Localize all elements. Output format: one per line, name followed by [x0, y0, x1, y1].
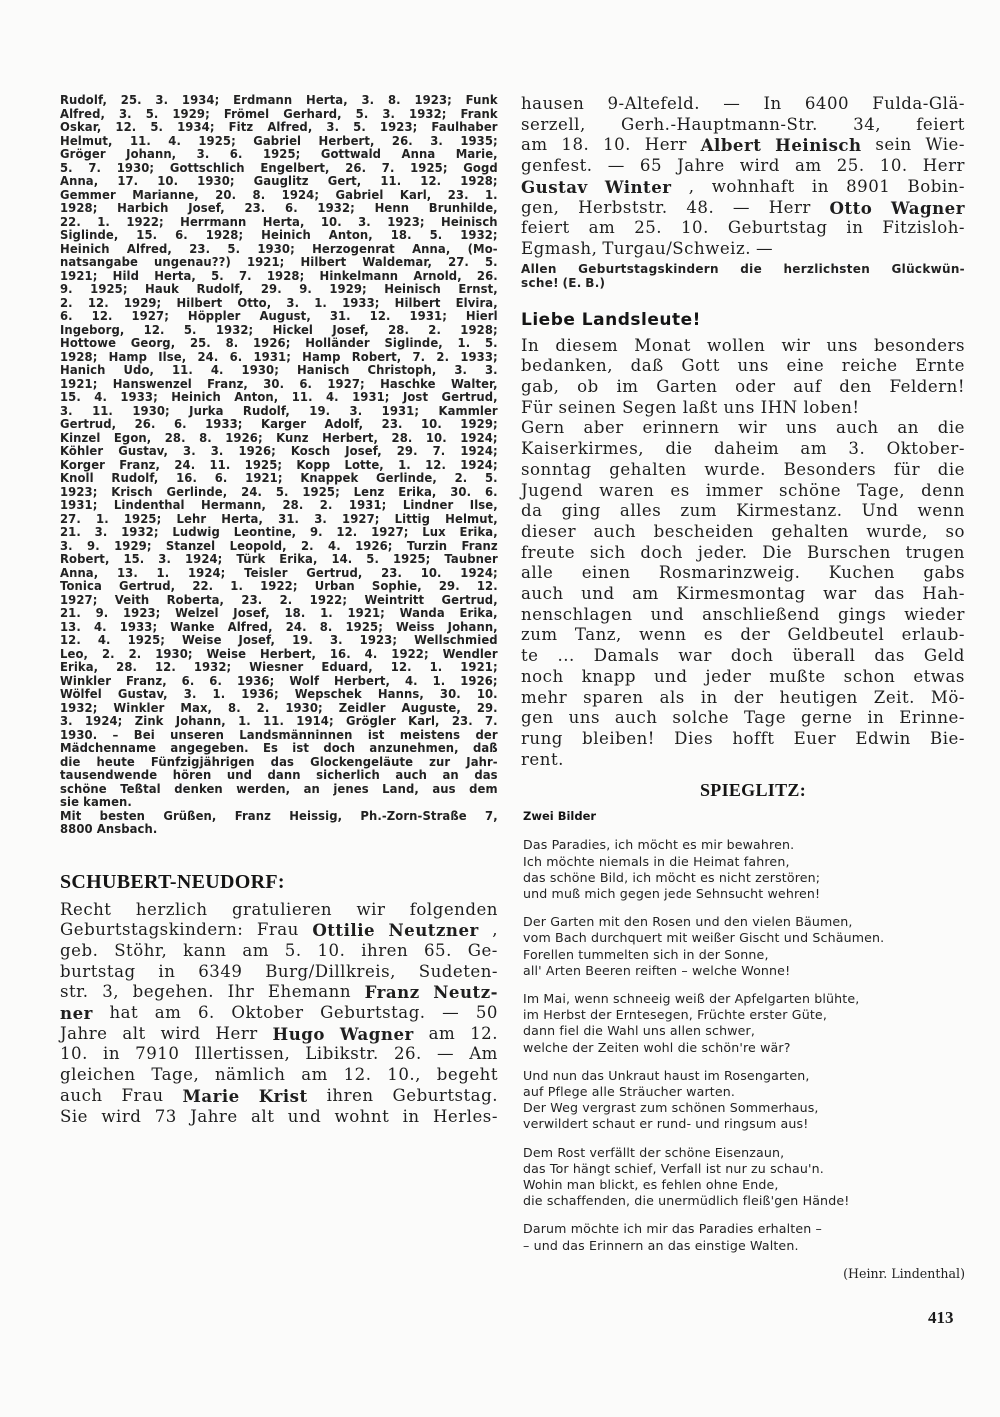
- schubert-body-line: Recht herzlich gratulieren wir folgenden: [60, 899, 498, 919]
- birthday-list-line: die heute Fünfzigjährigen das Glockengeläute zur Jahr-: [60, 754, 498, 769]
- birthday-continuation-line: Gustav Winter , wohnhaft in 8901 Bobin-: [521, 176, 965, 197]
- landsleute-body-line: nenschlagen und anschließend gings wieder: [521, 604, 965, 624]
- landsleute-body-line: freute sich doch jeder. Die Burschen trugen: [521, 542, 965, 562]
- birthday-list-line: 1927; Veith Roberta, 23. 2. 1922; Weintritt Gertrud,: [60, 592, 498, 607]
- birthday-list-line: Tonica Gertrud, 22. 1. 1922; Urban Sophie, 29. 12.: [60, 579, 498, 593]
- birthday-list-line: Anna, 17. 10. 1930; Gauglitz Gert, 11. 12. 1928;: [60, 174, 498, 188]
- poem-line: Dem Rost verfällt der schöne Eisenzaun,: [523, 1144, 785, 1160]
- birthday-list-line: 1923; Krisch Gerlinde, 24. 5. 1925; Lenz Erika, 30. 6.: [60, 484, 498, 499]
- poem-stanza: [523, 914, 965, 979]
- birthday-list-line: Gemmer Marianne, 20. 8. 1924; Gabriel Karl, 23. 1.: [60, 187, 498, 202]
- landsleute-body-line: mehr sparen als in der heutigen Zeit. Mö-: [521, 687, 965, 707]
- landsleute-body-line: bedanken, daß Gott uns eine reiche Ernte: [521, 356, 965, 376]
- closing-line: Allen Geburtstagskindern die herzlichsten Glückwün-: [521, 261, 965, 276]
- birthday-list-line: Helmut, 11. 4. 1925; Gabriel Herbert, 26. 3. 1935;: [60, 133, 498, 148]
- birthday-list-line: Hanich Udo, 11. 4. 1930; Hanisch Christoph, 3. 3.: [60, 363, 498, 377]
- section-heading-schubert-neudorf: SCHUBERT-NEUDORF:: [60, 870, 285, 893]
- landsleute-body-line: In diesem Monat wollen wir uns besonders: [521, 335, 965, 355]
- poem-title: Zwei Bilder: [523, 809, 597, 824]
- birthday-list-line: 6. 12. 1927; Höppler August, 31. 12. 1931; Hierl: [60, 309, 498, 323]
- birthday-list-line: 12. 4. 1925; Weise Josef, 19. 3. 1923; Wellschmied: [60, 633, 498, 647]
- birthday-list-line: 1932; Winkler Max, 8. 2. 1930; Zeidler Auguste, 29.: [60, 700, 498, 715]
- birthday-list-line: 3. 9. 1929; Stanzel Leopold, 2. 4. 1926; Turzin Franz: [60, 538, 498, 553]
- landsleute-body-line: gen uns auch solche Tage gerne in Erinne-: [521, 708, 965, 728]
- poem-line: im Herbst der Erntesegen, Früchte erster Güte,: [523, 1007, 827, 1023]
- birthday-list-line: 15. 4. 1933; Heinich Anton, 11. 4. 1931; Jost Gertrud,: [60, 390, 498, 404]
- poem-zwei-bilder: [523, 837, 965, 1253]
- poem-line: die schaffenden, die unermüdlich fleiß'gen Hände!: [523, 1193, 850, 1209]
- poem-line: Wohin man blickt, es fehlen ohne Ende,: [523, 1177, 779, 1193]
- landsleute-body-line: te ... Damals war doch überall das Geld: [521, 646, 965, 666]
- poem-line: vom Bach durchquert mit weißer Gischt und Schäumen.: [523, 930, 885, 946]
- birthday-list-line: Anna, 13. 1. 1924; Teisler Gertrud, 23. 10. 1924;: [60, 565, 498, 580]
- schubert-body-line: 10. in 7910 Illertissen, Libikstr. 26. — Am: [60, 1044, 498, 1064]
- birthday-continuation-line: serzell, Gerh.-Hauptmann-Str. 34, feiert: [521, 114, 965, 134]
- landsleute-body-line: dieser auch bescheiden gehalten wurde, so: [521, 521, 965, 541]
- poem-line: und muß mich gegen jede Sehnsucht wehren!: [523, 886, 821, 901]
- schubert-body-line: Geburtstagskindern: Frau Ottilie Neutzner ,: [60, 920, 498, 941]
- poem-stanza: [523, 837, 965, 902]
- poem-line: das Tor hängt schief, Verfall ist nur zu schau'n.: [523, 1160, 824, 1176]
- poem-line: – und das Erinnern an das einstige Walten.: [523, 1237, 799, 1253]
- birthday-list-line: 21. 9. 1923; Welzel Josef, 18. 1. 1921; Wanda Erika,: [60, 606, 498, 620]
- birthday-list-line: Rudolf, 25. 3. 1934; Erdmann Herta, 3. 8. 1923; Funk: [60, 93, 498, 107]
- section-heading-liebe-landsleute: Liebe Landsleute!: [521, 309, 701, 330]
- birthday-list-line: Knoll Rudolf, 16. 6. 1921; Knappek Gerlinde, 2. 5.: [60, 471, 498, 485]
- birthday-continuation: [521, 94, 965, 260]
- poem-line: dann fiel die Wahl uns allen schwer,: [523, 1023, 756, 1039]
- birthday-list-line: 1921; Hanswenzel Franz, 30. 6. 1927; Haschke Walter,: [60, 376, 498, 391]
- birthday-list-line: schöne Teßtal denken werden, an jenes Land, aus dem: [60, 781, 498, 796]
- schubert-neudorf-body: [60, 900, 498, 1128]
- landsleute-body-line: auch und am Kirmesmontag war das Hah-: [521, 584, 965, 604]
- birthday-list-line: Hottowe Georg, 25. 8. 1926; Holländer Siglinde, 1. 5.: [60, 336, 498, 350]
- poem-author-signature: (Heinr. Lindenthal): [843, 1265, 965, 1281]
- left-column: [60, 94, 498, 1127]
- closing-line: sche! (E. B.): [521, 275, 606, 290]
- birthday-list-line: Kinzel Egon, 28. 8. 1926; Kunz Herbert, 28. 10. 1924;: [60, 430, 498, 445]
- birthday-list-line: Oskar, 12. 5. 1934; Fitz Alfred, 3. 5. 1923; Faulhaber: [60, 120, 498, 134]
- poem-line: Und nun das Unkraut haust im Rosengarten,: [523, 1067, 810, 1083]
- birthday-list-line: Heinich Alfred, 23. 5. 1930; Herzogenrat Anna, (Mo-: [60, 241, 498, 256]
- landsleute-body-line: rung bleiben! Dies hofft Euer Edwin Bie-: [521, 728, 965, 748]
- poem-line: all' Arten Beeren reiften – welche Wonne!: [523, 962, 791, 978]
- landsleute-body-line: noch knapp und jeder mußte schon etwas: [521, 666, 965, 686]
- birthday-list-line: 27. 1. 1925; Lehr Herta, 31. 3. 1927; Littig Helmut,: [60, 511, 498, 526]
- landsleute-body-line: Gern aber erinnern wir uns auch an die: [521, 418, 965, 438]
- schubert-body-line: auch Frau Marie Krist ihren Geburtstag.: [60, 1085, 498, 1106]
- birthday-list-line: Erika, 28. 12. 1932; Wiesner Eduard, 12. 1. 1921;: [60, 660, 498, 674]
- birthday-list-line: 8800 Ansbach.: [60, 822, 158, 836]
- schubert-body-line: ner hat am 6. Oktober Geburtstag. — 50: [60, 1003, 498, 1024]
- page-number: 413: [928, 1308, 954, 1327]
- birthday-list-line: 21. 3. 1932; Ludwig Leontine, 9. 12. 1927; Lux Erika,: [60, 525, 498, 539]
- landsleute-body-line: sonntag gehalten wurde. Besonders für die: [521, 459, 965, 479]
- birthday-list-line: 1930. – Bei unseren Landsmänninnen ist meistens der: [60, 727, 498, 742]
- poem-line: Der Weg vergrast zum schönen Sommerhaus,: [523, 1100, 819, 1116]
- poem-stanza: [523, 1221, 965, 1253]
- poem-line: verwildert schaut er rund- und ringsum aus!: [523, 1116, 809, 1132]
- poem-line: Ich möchte niemals in die Heimat fahren,: [523, 853, 790, 869]
- landsleute-body-line: Für seinen Segen laßt uns IHN loben!: [521, 397, 860, 417]
- birthday-list-line: 5. 7. 1930; Gottschlich Engelbert, 26. 7. 1925; Gogd: [60, 160, 498, 175]
- birthday-list-line: Köhler Gustav, 3. 3. 1926; Kosch Josef, 29. 7. 1924;: [60, 444, 498, 458]
- landsleute-body-line: rent.: [521, 749, 564, 769]
- landsleute-body-line: gab, ob im Garten oder auf den Feldern!: [521, 377, 965, 397]
- schubert-body-line: gleichen Tage, nämlich am 12. 10., begeht: [60, 1065, 498, 1085]
- landsleute-body-line: alle einen Rosmarinzweig. Kuchen gabs: [521, 563, 965, 583]
- right-column: [521, 94, 965, 1281]
- poem-stanza: [523, 991, 965, 1056]
- landsleute-letter-body: [521, 336, 965, 771]
- birthday-list-line: 13. 4. 1933; Wanke Alfred, 24. 8. 1925; Weiss Johann,: [60, 619, 498, 634]
- birthday-list-line: natsangabe ungenau??) 1921; Hilbert Waldemar, 27. 5.: [60, 255, 498, 269]
- poem-stanza: [523, 1145, 965, 1210]
- birthday-list-line: Mädchenname angegeben. Es ist doch anzunehmen, daß: [60, 741, 498, 755]
- birthday-list-line: Siglinde, 15. 6. 1928; Heinich Anton, 18. 5. 1932;: [60, 228, 498, 242]
- birthday-list-line: 22. 1. 1922; Herrmann Herta, 10. 3. 1923; Heinisch: [60, 214, 498, 229]
- landsleute-body-line: da ging alles zum Kirmestanz. Und wenn: [521, 501, 965, 521]
- poem-line: welche der Zeiten wohl die schön're wär?: [523, 1039, 791, 1055]
- birthday-list-line: tausendwende hören und dann sicherlich auch an das: [60, 768, 498, 782]
- birthday-continuation-line: genfest. — 65 Jahre wird am 25. 10. Herr: [521, 156, 965, 176]
- landsleute-body-line: zum Tanz, wenn es der Geldbeutel erlaub-: [521, 625, 965, 645]
- schubert-body-line: Jahre alt wird Herr Hugo Wagner am 12.: [60, 1023, 498, 1044]
- birthday-continuation-line: Egmash, Turgau/Schweiz. —: [521, 238, 774, 258]
- poem-line: Der Garten mit den Rosen und den vielen Bäumen,: [523, 914, 853, 930]
- schubert-body-line: str. 3, begehen. Ihr Ehemann Franz Neutz-: [60, 982, 498, 1003]
- birthday-continuation-line: gen, Herbststr. 48. — Herr Otto Wagner: [521, 197, 965, 218]
- birthday-continuation-line: am 18. 10. Herr Albert Heinisch sein Wie-: [521, 135, 965, 156]
- landsleute-body-line: Kaiserkirmes, die daheim am 3. Oktober-: [521, 439, 965, 459]
- birthday-list-line: Ingeborg, 12. 5. 1932; Hickel Josef, 28. 2. 1928;: [60, 322, 498, 337]
- birthday-list-line: 2. 12. 1929; Hilbert Otto, 3. 1. 1933; Hilbert Elvira,: [60, 295, 498, 310]
- poem-line: Forellen tummelten sich in der Sonne,: [523, 946, 769, 962]
- birthday-list-line: 1928; Harbich Josef, 23. 6. 1932; Henn Brunhilde,: [60, 201, 498, 215]
- poem-stanza: [523, 1068, 965, 1133]
- birthday-list-line: Gertrud, 26. 6. 1933; Karger Adolf, 23. 10. 1929;: [60, 417, 498, 431]
- birthday-list-line: sie kamen.: [60, 795, 132, 809]
- section-heading-spieglitz: SPIEGLITZ:: [699, 780, 807, 801]
- birthday-list-line: Winkler Franz, 6. 6. 1936; Wolf Herbert, 4. 1. 1926;: [60, 673, 498, 688]
- poem-line: auf Pflege alle Sträucher warten.: [523, 1084, 736, 1100]
- birthday-list-line: Alfred, 3. 5. 1929; Frömel Gerhard, 5. 3. 1932; Frank: [60, 106, 498, 121]
- poem-line: das schöne Bild, ich möcht es nicht zerstören;: [523, 869, 821, 885]
- poem-line: Im Mai, wenn schneeig weiß der Apfelgarten blühte,: [523, 991, 860, 1007]
- birthday-list: [60, 94, 498, 837]
- birthday-list-line: 9. 1925; Hauk Rudolf, 29. 9. 1929; Heinisch Ernst,: [60, 282, 498, 296]
- schubert-body-line: Sie wird 73 Jahre alt und wohnt in Herles-: [60, 1106, 498, 1126]
- schubert-body-line: burtstag in 6349 Burg/Dillkreis, Sudeten-: [60, 961, 498, 981]
- poem-line: Darum möchte ich mir das Paradies erhalten –: [523, 1221, 822, 1237]
- closing-greeting: [521, 262, 965, 290]
- birthday-list-line: 1931; Lindenthal Hermann, 28. 2. 1931; Lindner Ilse,: [60, 498, 498, 512]
- birthday-list-line: 1928; Hamp Ilse, 24. 6. 1931; Hamp Robert, 7. 2. 1933;: [60, 349, 498, 364]
- birthday-list-line: Mit besten Grüßen, Franz Heissig, Ph.-Zorn-Straße 7,: [60, 808, 498, 823]
- birthday-list-line: Korger Franz, 24. 11. 1925; Kopp Lotte, 1. 12. 1924;: [60, 457, 498, 472]
- birthday-list-line: 3. 11. 1930; Jurka Rudolf, 19. 3. 1931; Kammler: [60, 403, 498, 418]
- birthday-list-line: Wölfel Gustav, 3. 1. 1936; Wepschek Hanns, 30. 10.: [60, 687, 498, 701]
- birthday-list-line: Leo, 2. 2. 1930; Weise Herbert, 16. 4. 1922; Wendler: [60, 646, 498, 661]
- landsleute-body-line: Jugend waren es immer schöne Tage, denn: [521, 480, 965, 500]
- poem-line: Das Paradies, ich möcht es mir bewahren.: [523, 837, 795, 853]
- birthday-list-line: 3. 1924; Zink Johann, 1. 11. 1914; Grögler Karl, 23. 7.: [60, 714, 498, 728]
- birthday-list-line: Gröger Johann, 3. 6. 1925; Gottwald Anna Marie,: [60, 147, 498, 161]
- schubert-body-line: geb. Stöhr, kann am 5. 10. ihren 65. Ge-: [60, 940, 498, 960]
- birthday-continuation-line: hausen 9-Altefeld. — In 6400 Fulda-Glä-: [521, 94, 965, 113]
- birthday-list-line: Robert, 15. 3. 1924; Türk Erika, 14. 5. 1925; Taubner: [60, 552, 498, 566]
- birthday-continuation-line: feiert am 25. 10. Geburtstag in Fitzisloh-: [521, 218, 965, 238]
- birthday-list-line: 1921; Hild Herta, 5. 7. 1928; Hinkelmann Arnold, 26.: [60, 268, 498, 283]
